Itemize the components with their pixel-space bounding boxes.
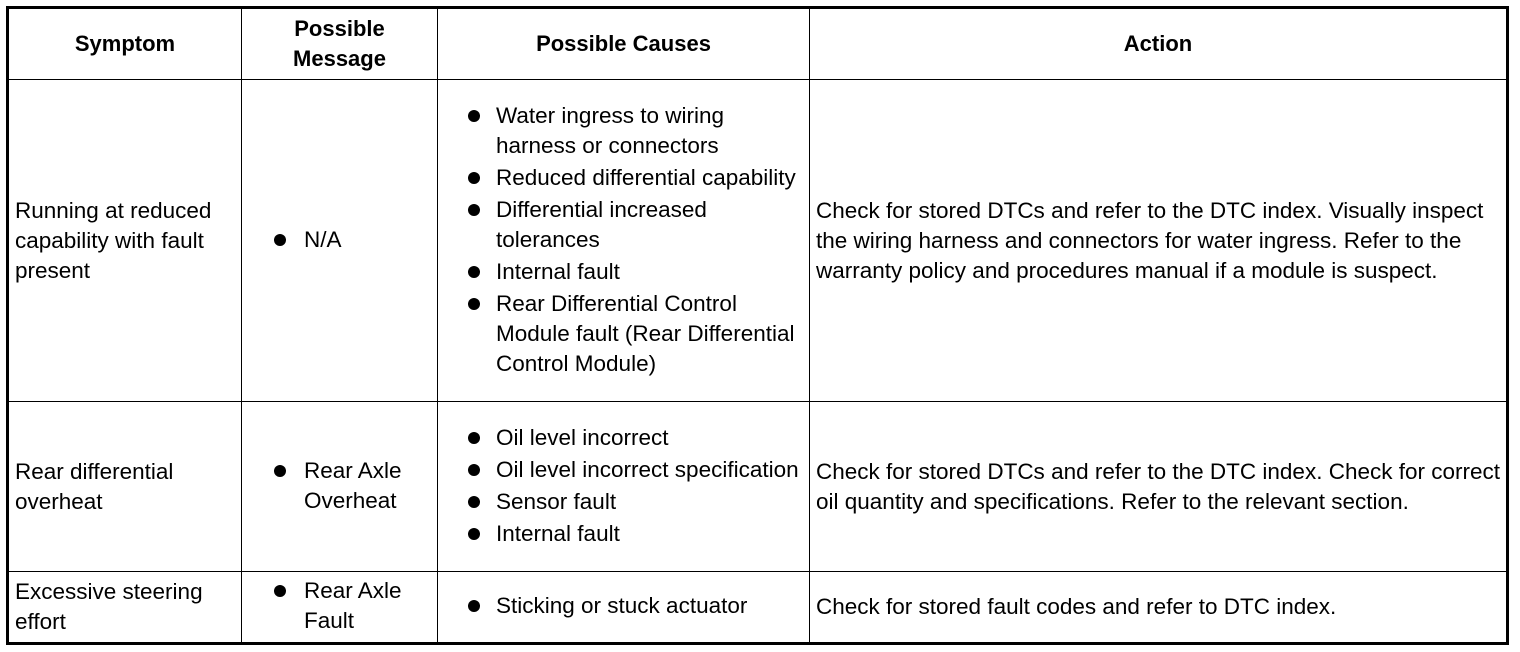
header-row [8, 8, 1508, 80]
causes-cell [438, 402, 810, 572]
header-message-line2: Message [293, 46, 386, 71]
header-symptom: Symptom [8, 8, 242, 80]
cause-item: Oil level incorrect [444, 423, 809, 453]
message-item: Rear Axle Overheat [248, 456, 437, 516]
cause-item: Internal fault [444, 519, 809, 549]
message-item: Rear Axle Fault [248, 576, 437, 636]
message-cell [242, 572, 438, 644]
message-item: N/A [248, 225, 437, 255]
table-row [8, 402, 1508, 572]
cause-item: Oil level incorrect specification [444, 455, 809, 485]
bullet-icon [274, 234, 286, 246]
cause-item: Rear Differential Control Module fault (Rear Differential Control Module) [444, 289, 809, 379]
bullet-icon [468, 266, 480, 278]
bullet-icon [468, 204, 480, 216]
action-cell: Check for stored DTCs and refer to the DTC index. Visually inspect the wiring harness and connectors for water ingress. Refer to the warranty policy and procedures manual if a module is suspect. [810, 80, 1508, 402]
bullet-icon [468, 600, 480, 612]
cause-item: Reduced differential capability [444, 163, 809, 193]
message-cell [242, 80, 438, 402]
header-message-line1: Possible [294, 16, 385, 41]
bullet-icon [468, 110, 480, 122]
cause-item: Internal fault [444, 257, 809, 287]
action-cell: Check for stored DTCs and refer to the DTC index. Check for correct oil quantity and specifications. Refer to the relevant section. [810, 402, 1508, 572]
bullet-icon [468, 172, 480, 184]
bullet-icon [468, 528, 480, 540]
symptom-cell: Excessive steering effort [8, 572, 242, 644]
cause-item: Sticking or stuck actuator [444, 591, 809, 621]
message-cell [242, 402, 438, 572]
symptom-cell: Running at reduced capability with fault present [8, 80, 242, 402]
bullet-icon [468, 432, 480, 444]
table-row [8, 80, 1508, 402]
diagnostic-table [6, 6, 1509, 645]
header-possible-message [242, 8, 438, 80]
cause-item: Water ingress to wiring harness or connectors [444, 101, 809, 161]
bullet-icon [274, 465, 286, 477]
header-possible-causes: Possible Causes [438, 8, 810, 80]
symptom-cell: Rear differential overheat [8, 402, 242, 572]
bullet-icon [468, 298, 480, 310]
bullet-icon [468, 464, 480, 476]
table-row [8, 572, 1508, 644]
causes-cell [438, 80, 810, 402]
bullet-icon [274, 585, 286, 597]
causes-cell [438, 572, 810, 644]
cause-item: Differential increased tolerances [444, 195, 809, 255]
action-cell: Check for stored fault codes and refer to DTC index. [810, 572, 1508, 644]
cause-item: Sensor fault [444, 487, 809, 517]
header-action: Action [810, 8, 1508, 80]
bullet-icon [468, 496, 480, 508]
